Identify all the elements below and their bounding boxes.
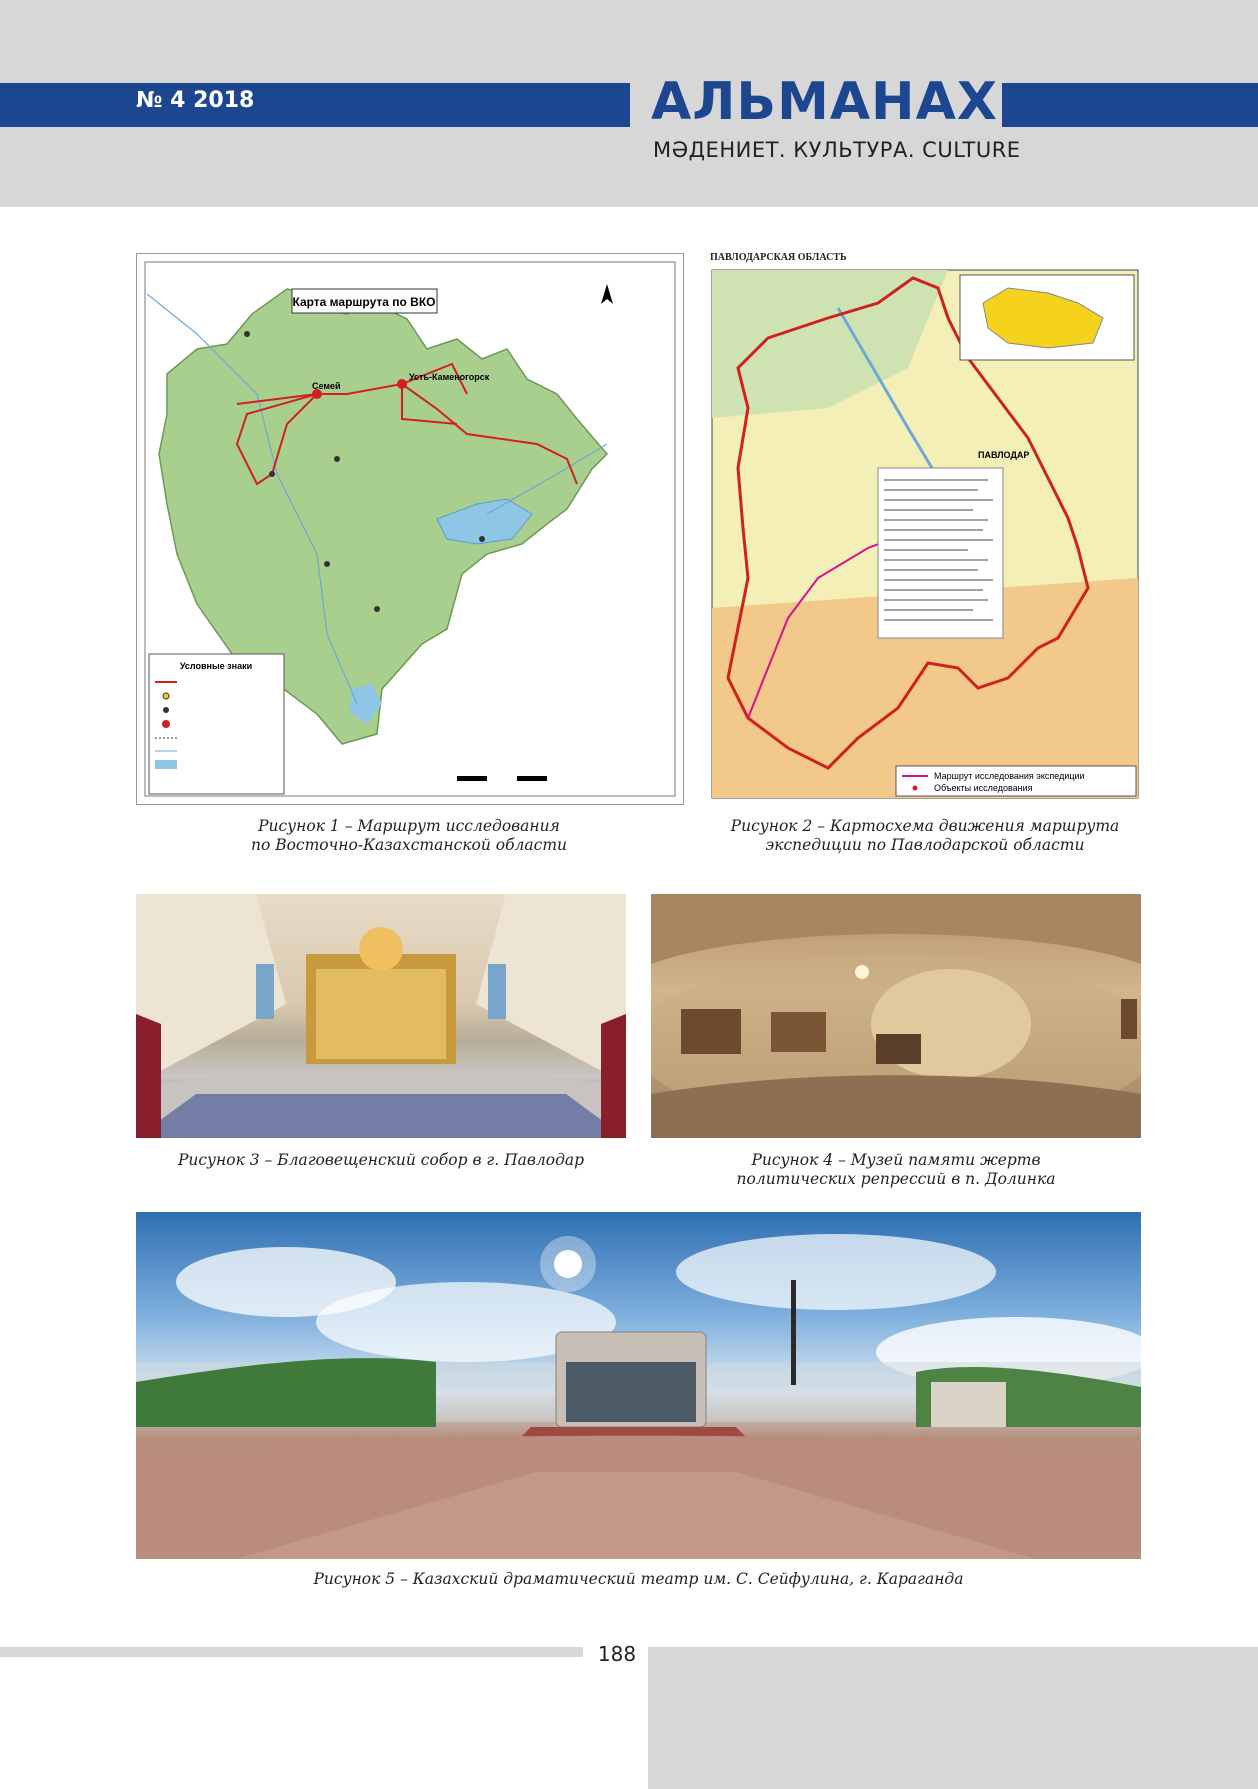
city-marker-ust-kamenogorsk bbox=[397, 379, 407, 389]
figure-1-caption: Рисунок 1 – Маршрут исследования по Восточно-Казахстанской области bbox=[250, 817, 568, 854]
page-number: 188 bbox=[597, 1642, 637, 1666]
journal-subtitle: МӘДЕНИЕТ. КУЛЬТУРА. CULTURE bbox=[653, 138, 1021, 162]
objects-list-box bbox=[878, 468, 1003, 638]
figure-4-photo-museum bbox=[651, 894, 1141, 1138]
figure-1-map bbox=[136, 253, 684, 805]
theatre-photo bbox=[136, 1212, 1141, 1559]
city-label-pavlodar: ПАВЛОДАР bbox=[978, 450, 1030, 460]
footer-block bbox=[648, 1647, 1258, 1789]
figure-4-caption: Рисунок 4 – Музей памяти жертв политических репрессий в п. Долинка bbox=[736, 1151, 1056, 1188]
header-bar-right bbox=[1002, 83, 1258, 127]
figure-5-caption: Рисунок 5 – Казахский драматический театр им. С. Сейфулина, г. Караганда bbox=[313, 1570, 964, 1588]
journal-title: АЛЬМАНАХ bbox=[651, 72, 998, 132]
legend-title: Условные знаки bbox=[179, 661, 253, 671]
footer-rule bbox=[0, 1647, 583, 1657]
issue-number: № 4 2018 bbox=[136, 88, 255, 113]
figure-5-photo-theatre bbox=[136, 1212, 1141, 1559]
figure-2-map bbox=[708, 248, 1142, 803]
vko-route-map bbox=[137, 254, 683, 804]
figure-2-caption: Рисунок 2 – Картосхема движения маршрута экспедиции по Павлодарской области bbox=[730, 817, 1120, 854]
map-title: Карта маршрута по ВКО bbox=[292, 295, 436, 309]
cathedral-photo bbox=[136, 894, 626, 1138]
legend-objects-label: Объекты исследования bbox=[934, 783, 1033, 793]
pavlodar-route-map bbox=[708, 248, 1142, 803]
legend-route-label: Маршрут исследования экспедиции bbox=[934, 771, 1085, 781]
figure-3-photo-cathedral bbox=[136, 894, 626, 1138]
city-label-ust-kamenogorsk: Усть-Каменогорск bbox=[409, 372, 490, 382]
region-title: ПАВЛОДАРСКАЯ ОБЛАСТЬ bbox=[710, 252, 847, 263]
city-label-semey: Семей bbox=[312, 381, 341, 391]
header-bar-left bbox=[0, 83, 630, 127]
museum-photo bbox=[651, 894, 1141, 1138]
figure-3-caption: Рисунок 3 – Благовещенский собор в г. Павлодар bbox=[177, 1151, 585, 1169]
